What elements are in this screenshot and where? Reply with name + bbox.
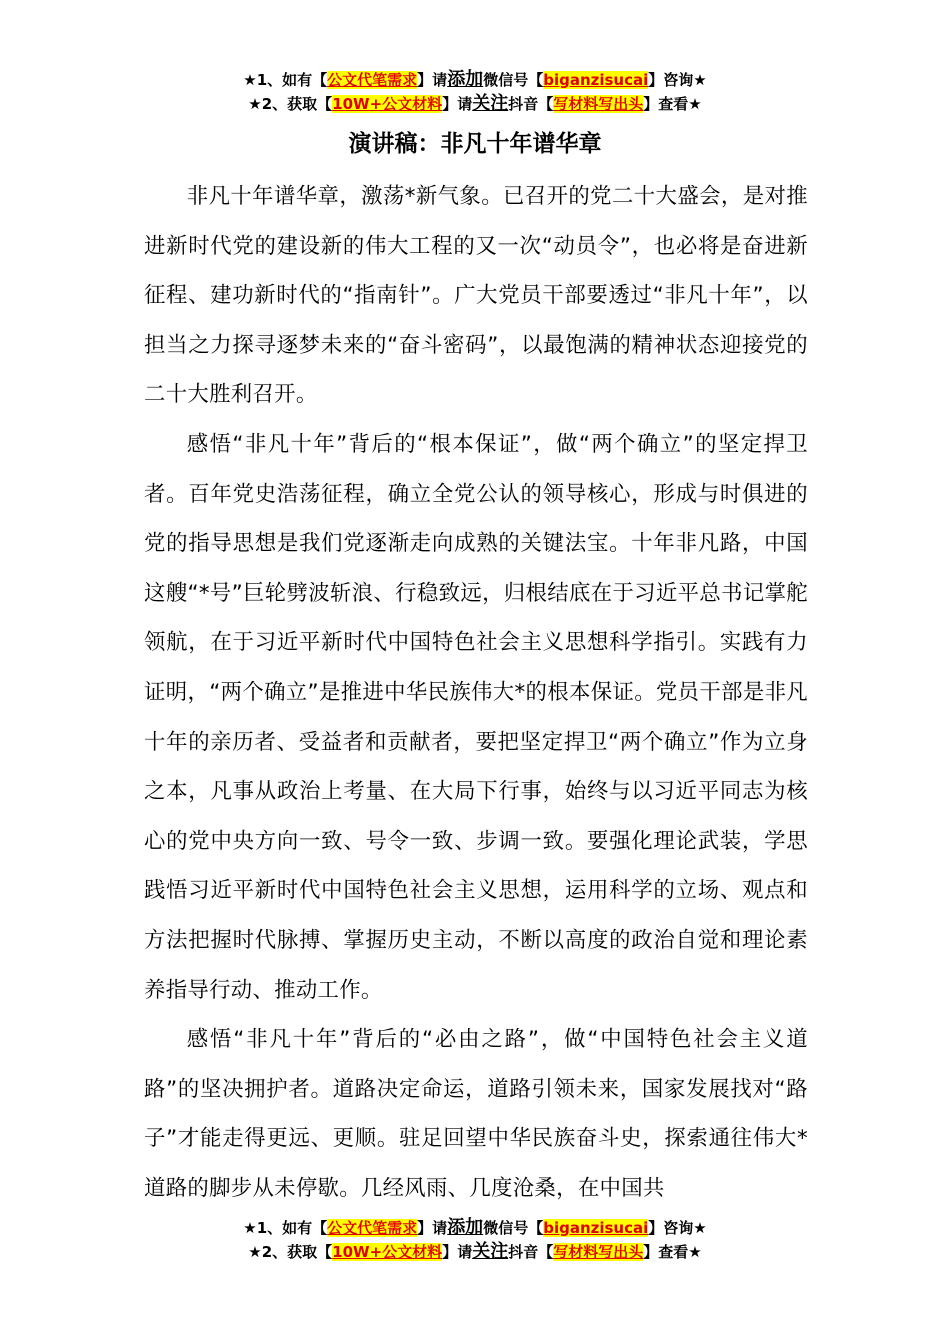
- footer-promo-banner: [0, 1216, 950, 1264]
- promo-highlight-douyin-account: 写材料写出头: [553, 1243, 644, 1261]
- paragraph: 感悟“非凡十年”背后的“根本保证”，做“两个确立”的坚定捍卫者。百年党史浩荡征程，确立全党公认的领导核心，形成与时俱进的党的指导思想是我们党逐渐走向成熟的关键法宝。十年非凡路，中国这艘“*号”巨轮劈波斩浪、行稳致远，归根结底在于习近平总书记掌舵领航，在于习近平新时代中国特色社会主义思想科学指引。实践有力证明，“两个确立”是推进中华民族伟大*的根本保证。党员干部是非凡十年的亲历者、受益者和贡献者，要把坚定捍卫“两个确立”作为立身之本，凡事从政治上考量、在大局下行事，始终与以习近平同志为核心的党中央方向一致、号令一致、步调一致。要强化理论武装，学思践悟习近平新时代中国特色社会主义思想，运用科学的立场、观点和方法把握时代脉搏、掌握历史主动，不断以高度的政治自觉和理论素养指导行动、推动工作。: [144, 431, 808, 1003]
- promo-line-1: ★1、如有【公文代笔需求】请添加微信号【biganzisucai】咨询★: [243, 69, 707, 90]
- promo-highlight-service: 公文代笔需求: [327, 1219, 418, 1237]
- promo-highlight-materials: 10W+公文材料: [332, 95, 443, 113]
- promo-line-2: ★2、获取【10W+公文材料】请关注抖音【写材料写出头】查看★: [248, 93, 702, 114]
- promo-highlight-douyin-account: 写材料写出头: [553, 95, 644, 113]
- promo-highlight-service: 公文代笔需求: [327, 71, 418, 89]
- document-title: 演讲稿：非凡十年谱华章: [348, 131, 602, 157]
- promo-line-1: ★1、如有【公文代笔需求】请添加微信号【biganzisucai】咨询★: [243, 1217, 707, 1238]
- promo-line-2: ★2、获取【10W+公文材料】请关注抖音【写材料写出头】查看★: [248, 1241, 702, 1262]
- paragraph: 非凡十年谱华章，激荡*新气象。已召开的党二十大盛会，是对推进新时代党的建设新的伟大工程的又一次“动员令”，也必将是奋进新征程、建功新时代的“指南针”。广大党员干部要透过“非凡十年”，以担当之力探寻逐梦未来的“奋斗密码”，以最饱满的精神状态迎接党的二十大胜利召开。: [144, 184, 808, 408]
- promo-highlight-wechat-id: biganzisucai: [543, 1219, 649, 1237]
- promo-highlight-wechat-id: biganzisucai: [543, 71, 649, 89]
- paragraph: 感悟“非凡十年”背后的“必由之路”，做“中国特色社会主义道路”的坚决拥护者。道路决定命运，道路引领未来，国家发展找对“路子”才能走得更远、更顺。驻足回望中华民族奋斗史，探索通往伟大*道路的脚步从未停歇。几经风雨、几度沧桑，在中国共: [144, 1027, 808, 1201]
- header-promo-banner: [0, 68, 950, 116]
- promo-highlight-materials: 10W+公文材料: [332, 1243, 443, 1261]
- document-body: [144, 172, 808, 1213]
